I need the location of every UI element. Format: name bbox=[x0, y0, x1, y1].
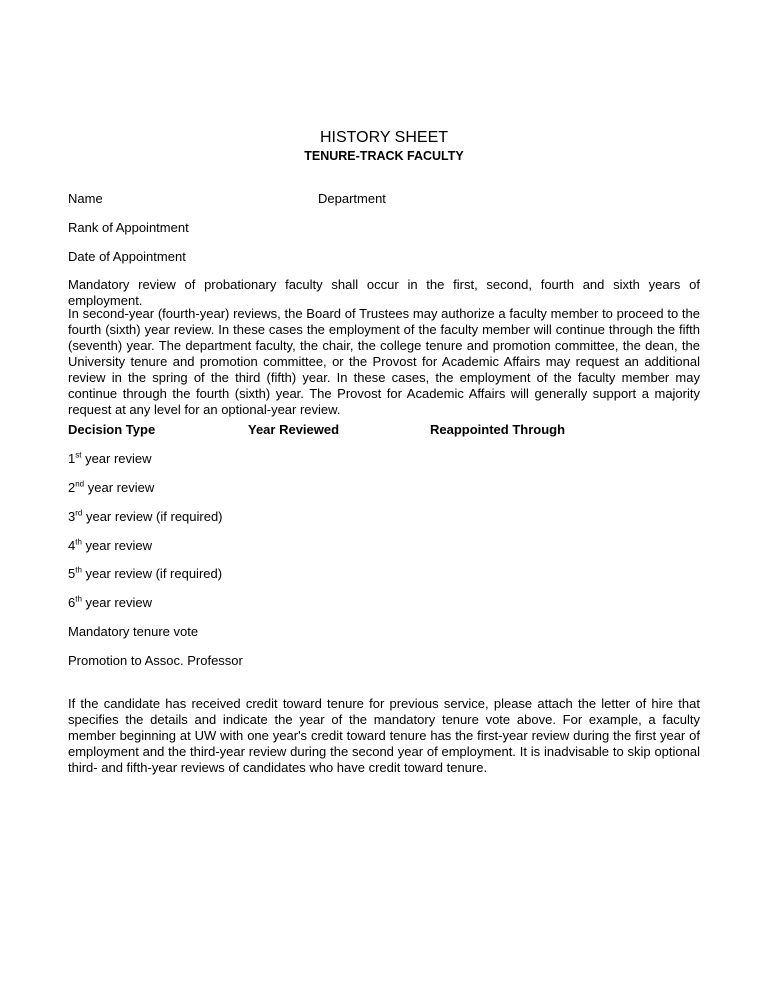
row-number: 4 bbox=[68, 538, 76, 553]
table-row bbox=[68, 624, 198, 640]
row-number: 1 bbox=[68, 451, 76, 466]
row-text: year review (if required) bbox=[82, 509, 223, 524]
page-title-text: HISTORY SHEET bbox=[319, 129, 449, 146]
credit-toward-tenure-paragraph: If the candidate has received credit toward tenure for previous service, please attach the letter of hire that specifies the details and indicate the year of the mandatory tenure vote above. For example, a faculty member beginning at UW with one year's credit toward tenure has the first-year review during the first year of employment and the third-year review during the second year of employment. It is inadvisable to skip optional third- and fifth-year reviews of candidates who have credit toward tenure. bbox=[68, 696, 700, 775]
rank-label: Rank of Appointment bbox=[68, 220, 189, 235]
row-text: year review (if required) bbox=[81, 566, 223, 581]
row-number: 3 bbox=[68, 509, 76, 524]
date-label: Date of Appointment bbox=[68, 249, 186, 264]
page-subtitle: TENURE-TRACK FACULTY bbox=[304, 149, 464, 163]
table-row bbox=[68, 509, 223, 525]
row-ordinal: th bbox=[75, 594, 82, 604]
row-ordinal: rd bbox=[75, 508, 83, 518]
row-number: 6 bbox=[68, 595, 76, 610]
row-text: year review bbox=[84, 480, 155, 495]
row-text: year review bbox=[81, 595, 152, 610]
row-text: year review bbox=[81, 538, 152, 553]
name-label: Name bbox=[68, 191, 103, 206]
decision-type-header: Decision Type bbox=[68, 422, 156, 437]
table-row bbox=[68, 595, 152, 611]
row-text: Promotion to Assoc. Professor bbox=[68, 653, 243, 668]
table-row bbox=[68, 653, 243, 669]
department-label: Department bbox=[318, 191, 386, 206]
reappointed-through-header: Reappointed Through bbox=[430, 422, 566, 437]
second-year-paragraph: In second-year (fourth-year) reviews, the Board of Trustees may authorize a faculty member to proceed to the fourth (sixth) year review. In these cases the employment of the faculty member will continue through the fifth (seventh) year. The department faculty, the chair, the college tenure and promotion committee, the dean, the University tenure and promotion committee, or the Provost for Academic Affairs may request an additional review in the spring of the third (fifth) year. In these cases, the employment of the faculty member may continue through the fourth (sixth) year. The Provost for Academic Affairs will generally support a majority request at any level for an optional-year review. bbox=[68, 306, 700, 417]
row-ordinal: th bbox=[75, 537, 82, 547]
table-row bbox=[68, 480, 154, 496]
table-row bbox=[68, 451, 152, 467]
row-text: Mandatory tenure vote bbox=[68, 624, 199, 639]
row-number: 5 bbox=[68, 566, 76, 581]
row-ordinal: th bbox=[75, 565, 82, 575]
row-number: 2 bbox=[68, 480, 76, 495]
row-ordinal: st bbox=[75, 450, 82, 460]
page-title bbox=[0, 128, 768, 148]
table-row bbox=[68, 566, 222, 582]
table-row bbox=[68, 538, 152, 554]
row-ordinal: nd bbox=[75, 479, 85, 489]
row-text: year review bbox=[81, 451, 152, 466]
year-reviewed-header: Year Reviewed bbox=[248, 422, 340, 437]
mandatory-review-paragraph: Mandatory review of probationary faculty shall occur in the first, second, fourth and sixth years of employment. bbox=[68, 277, 700, 308]
